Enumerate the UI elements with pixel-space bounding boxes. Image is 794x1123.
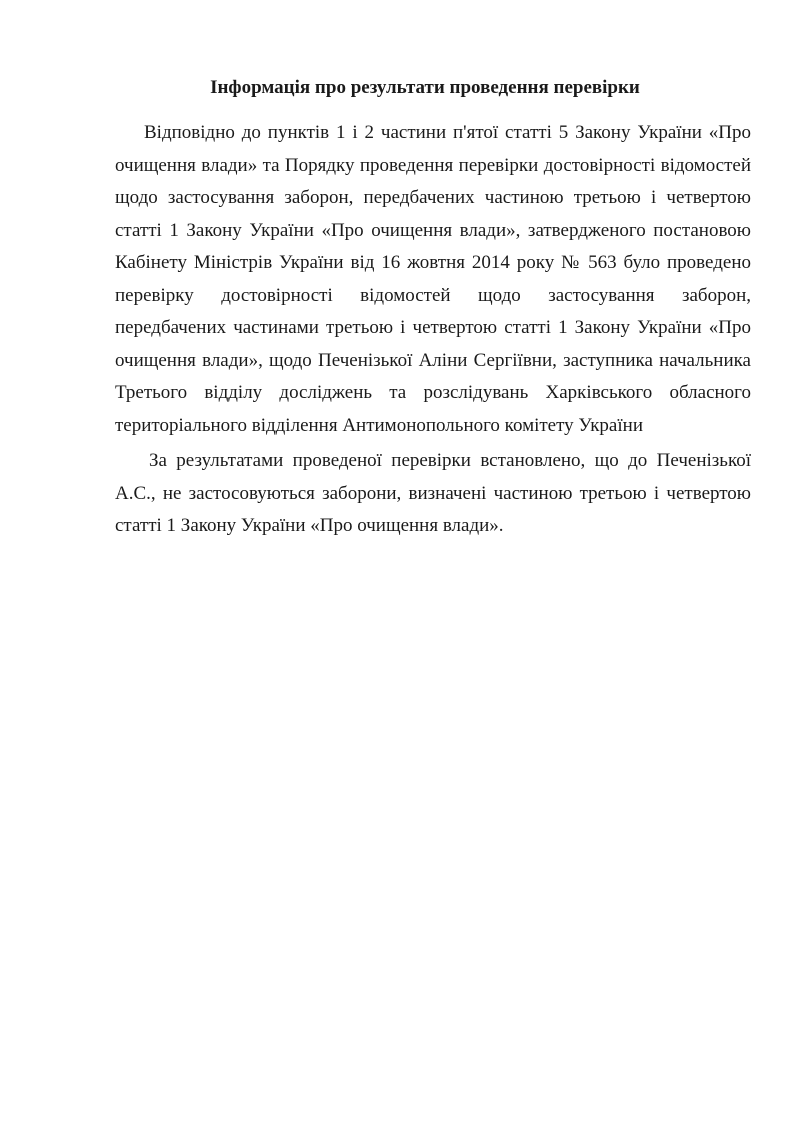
text-line: Відповідно до пунктів 1 і 2 частини п'ятої статті 5 Закону України «Про	[144, 122, 751, 143]
text-line: статті 1 Закону України «Про очищення влади».	[115, 515, 504, 536]
text-line: передбачених частинами третьою і четвертою статті 1 Закону України «Про	[115, 317, 751, 338]
text-line: Третього відділу досліджень та розслідувань Харківського обласного	[115, 382, 751, 403]
paragraph-verification-basis	[115, 117, 751, 442]
page-title: Інформація про результати проведення перевірки	[210, 77, 640, 98]
text-line: щодо застосування заборон, передбачених частиною третьою і четвертою	[115, 187, 751, 208]
text-line: Кабінету Міністрів України від 16 жовтня 2014 року № 563 було проведено	[115, 252, 751, 273]
paragraph-verification-result	[115, 445, 751, 543]
text-line: перевірку достовірності відомостей щодо застосування заборон,	[115, 284, 751, 306]
text-line: За результатами проведеної перевірки встановлено, що до Печенізької	[149, 450, 751, 471]
text-line: очищення влади», щодо Печенізької Аліни Сергіївни, заступника начальника	[115, 349, 751, 371]
text-line: територіального відділення Антимонопольного комітету України	[115, 414, 643, 436]
text-line: А.С., не застосовуються заборони, визначені частиною третьою і четвертою	[115, 482, 751, 504]
text-line: очищення влади» та Порядку проведення перевірки достовірності відомостей	[115, 154, 751, 176]
text-line: статті 1 Закону України «Про очищення влади», затвердженого постановою	[115, 219, 751, 241]
